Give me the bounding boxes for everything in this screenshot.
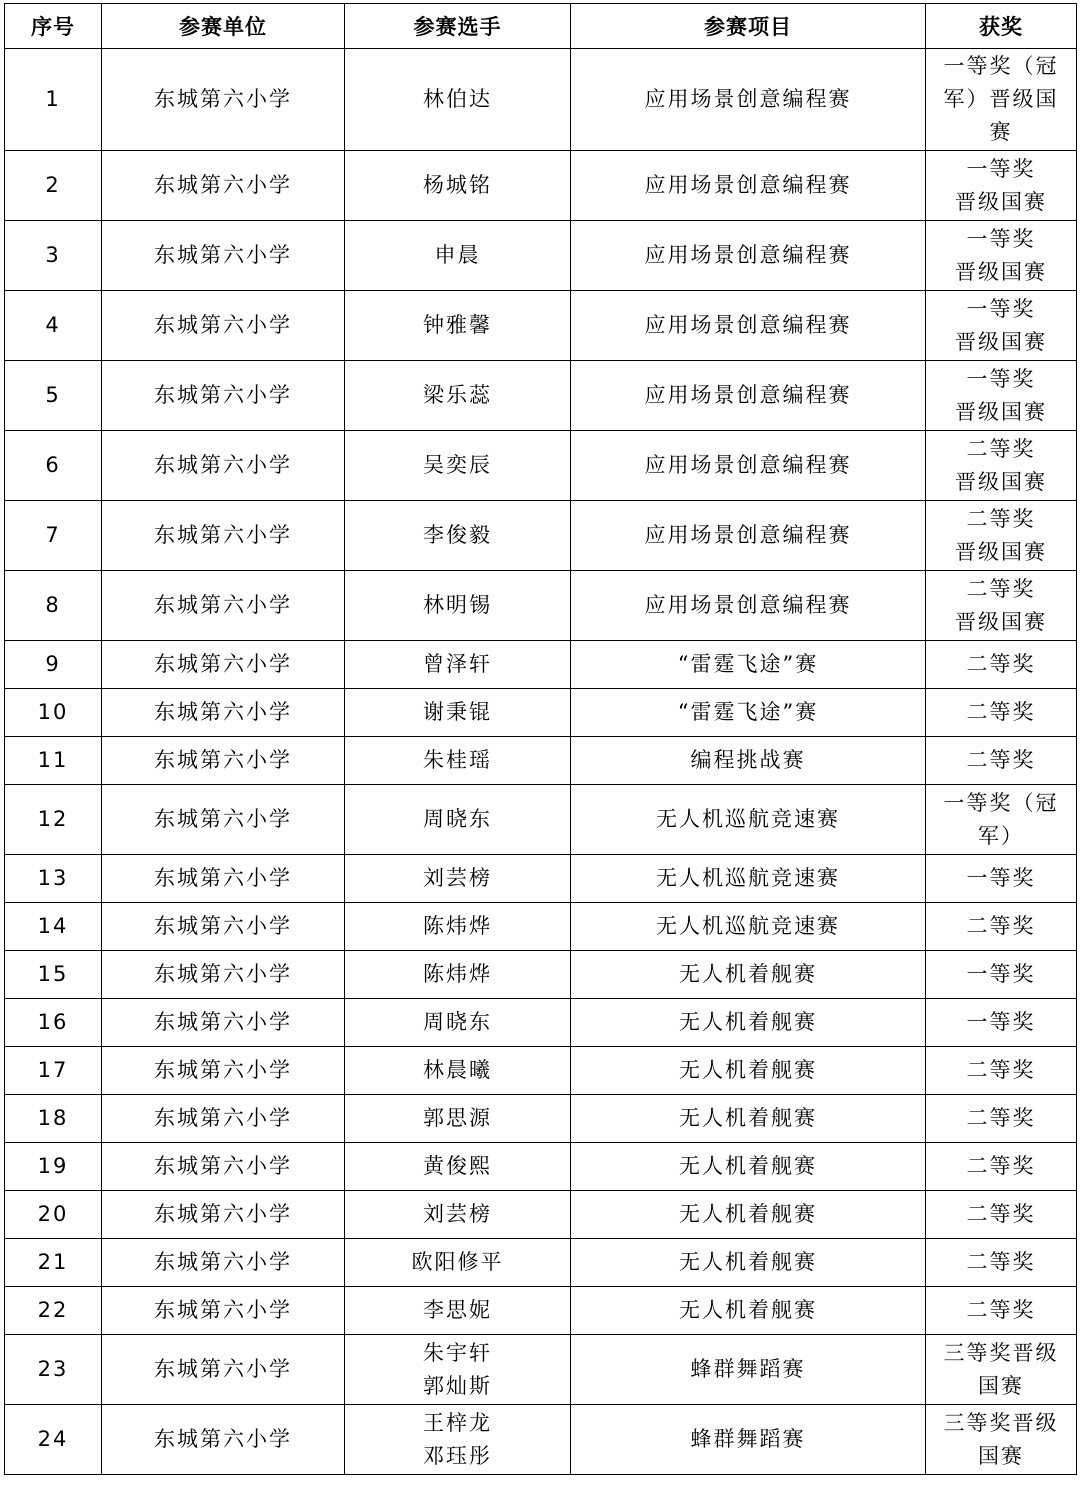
row-number: 3 xyxy=(5,221,102,291)
event-name: 编程挑战赛 xyxy=(571,737,926,785)
participant-unit: 东城第六小学 xyxy=(102,737,345,785)
row-number: 20 xyxy=(5,1191,102,1239)
participant-unit: 东城第六小学 xyxy=(102,999,345,1047)
event-name: 无人机着舰赛 xyxy=(571,999,926,1047)
participant-unit: 东城第六小学 xyxy=(102,571,345,641)
event-name: 蜂群舞蹈赛 xyxy=(571,1335,926,1405)
award-result-line: 二等奖 xyxy=(966,1154,1036,1178)
award-result-line: 一等奖 xyxy=(966,1010,1036,1034)
participant-name-line: 吴奕辰 xyxy=(423,453,492,477)
event-name: 无人机着舰赛 xyxy=(571,1143,926,1191)
row-number: 6 xyxy=(5,431,102,501)
row-number: 1 xyxy=(5,49,102,151)
table-row xyxy=(5,1335,1077,1405)
participant-name xyxy=(345,1335,571,1405)
participant-name xyxy=(345,221,571,291)
award-result-line: 二等奖 xyxy=(966,506,1036,531)
event-name: 无人机着舰赛 xyxy=(571,1047,926,1095)
row-number: 7 xyxy=(5,501,102,571)
award-result xyxy=(926,1287,1077,1335)
table-row xyxy=(5,689,1077,737)
participant-unit: 东城第六小学 xyxy=(102,1191,345,1239)
award-result xyxy=(926,1191,1077,1239)
award-result xyxy=(926,1095,1077,1143)
row-number: 9 xyxy=(5,641,102,689)
event-name: 无人机着舰赛 xyxy=(571,1095,926,1143)
award-result xyxy=(926,737,1077,785)
participant-name-line: 曾泽轩 xyxy=(423,652,492,676)
participant-name-line: 邓珏彤 xyxy=(423,1443,492,1468)
participant-unit: 东城第六小学 xyxy=(102,951,345,999)
participant-name-line: 刘芸榜 xyxy=(423,866,492,890)
participant-name xyxy=(345,1095,571,1143)
award-result xyxy=(926,361,1077,431)
award-result xyxy=(926,641,1077,689)
award-result-line: 三等奖晋级 xyxy=(943,1410,1059,1435)
table-row xyxy=(5,1095,1077,1143)
participant-name xyxy=(345,361,571,431)
participant-name xyxy=(345,1405,571,1475)
award-result-line: 二等奖 xyxy=(966,1058,1036,1082)
row-number: 23 xyxy=(5,1335,102,1405)
participant-name-line: 林明锡 xyxy=(423,593,492,617)
award-result xyxy=(926,221,1077,291)
row-number: 15 xyxy=(5,951,102,999)
award-result xyxy=(926,689,1077,737)
participant-unit: 东城第六小学 xyxy=(102,903,345,951)
participant-name-line: 欧阳修平 xyxy=(411,1250,504,1274)
award-result-line: 国赛 xyxy=(978,1443,1024,1468)
awards-table xyxy=(4,3,1077,1475)
award-result xyxy=(926,431,1077,501)
participant-name-line: 朱宇轩 xyxy=(423,1340,492,1365)
participant-name-line: 陈炜烨 xyxy=(423,914,492,938)
award-result-line: 赛 xyxy=(989,120,1013,144)
participant-unit: 东城第六小学 xyxy=(102,1047,345,1095)
award-result-line: 二等奖 xyxy=(966,1250,1036,1274)
table-row xyxy=(5,951,1077,999)
award-result-line: 二等奖 xyxy=(966,652,1036,676)
participant-name xyxy=(345,1191,571,1239)
event-name: 无人机着舰赛 xyxy=(571,951,926,999)
header-no: 序号 xyxy=(5,4,102,49)
table-body xyxy=(5,49,1077,1475)
award-result-line: 晋级国赛 xyxy=(955,609,1047,634)
row-number: 8 xyxy=(5,571,102,641)
award-result-line: 一等奖 xyxy=(966,962,1036,986)
event-name: 无人机巡航竞速赛 xyxy=(571,855,926,903)
participant-name xyxy=(345,431,571,501)
table-row xyxy=(5,785,1077,855)
award-result xyxy=(926,291,1077,361)
row-number: 10 xyxy=(5,689,102,737)
award-result-line: 二等奖 xyxy=(966,1298,1036,1322)
table-row xyxy=(5,1143,1077,1191)
row-number: 24 xyxy=(5,1405,102,1475)
table-row xyxy=(5,49,1077,151)
award-result-line: 一等奖 xyxy=(966,156,1036,181)
award-result xyxy=(926,1405,1077,1475)
participant-name xyxy=(345,903,571,951)
award-result-line: 二等奖 xyxy=(966,1106,1036,1130)
table-row xyxy=(5,431,1077,501)
row-number: 19 xyxy=(5,1143,102,1191)
award-result xyxy=(926,501,1077,571)
participant-name-line: 谢秉锟 xyxy=(423,700,492,724)
participant-name xyxy=(345,1287,571,1335)
row-number: 13 xyxy=(5,855,102,903)
participant-unit: 东城第六小学 xyxy=(102,641,345,689)
event-name: 应用场景创意编程赛 xyxy=(571,49,926,151)
award-result xyxy=(926,855,1077,903)
award-result xyxy=(926,999,1077,1047)
header-unit: 参赛单位 xyxy=(102,4,345,49)
award-result-line: 军） xyxy=(978,823,1024,848)
award-result xyxy=(926,151,1077,221)
participant-name-line: 周晓东 xyxy=(423,1010,492,1034)
participant-unit: 东城第六小学 xyxy=(102,855,345,903)
participant-unit: 东城第六小学 xyxy=(102,1143,345,1191)
participant-unit: 东城第六小学 xyxy=(102,689,345,737)
table-row xyxy=(5,999,1077,1047)
row-number: 5 xyxy=(5,361,102,431)
participant-name-line: 黄俊熙 xyxy=(423,1154,492,1178)
event-name: 蜂群舞蹈赛 xyxy=(571,1405,926,1475)
row-number: 22 xyxy=(5,1287,102,1335)
participant-unit: 东城第六小学 xyxy=(102,1239,345,1287)
row-number: 2 xyxy=(5,151,102,221)
participant-name-line: 李俊毅 xyxy=(423,523,492,547)
event-name: 应用场景创意编程赛 xyxy=(571,151,926,221)
participant-name xyxy=(345,737,571,785)
participant-unit: 东城第六小学 xyxy=(102,291,345,361)
award-result-line: 晋级国赛 xyxy=(955,469,1047,494)
event-name: 无人机巡航竞速赛 xyxy=(571,785,926,855)
participant-name xyxy=(345,291,571,361)
participant-unit: 东城第六小学 xyxy=(102,1405,345,1475)
participant-name-line: 刘芸榜 xyxy=(423,1202,492,1226)
award-result-line: 晋级国赛 xyxy=(955,189,1047,214)
award-result-line: 一等奖 xyxy=(966,866,1036,890)
participant-unit: 东城第六小学 xyxy=(102,151,345,221)
participant-name-line: 申晨 xyxy=(434,243,481,267)
award-result-line: 晋级国赛 xyxy=(955,259,1047,284)
participant-name xyxy=(345,1047,571,1095)
header-award: 获奖 xyxy=(926,4,1077,49)
award-result-line: 军）晋级国 xyxy=(943,87,1059,111)
participant-name xyxy=(345,49,571,151)
row-number: 14 xyxy=(5,903,102,951)
participant-name xyxy=(345,151,571,221)
table-row xyxy=(5,903,1077,951)
header-player: 参赛选手 xyxy=(345,4,571,49)
event-name: 无人机巡航竞速赛 xyxy=(571,903,926,951)
table-row xyxy=(5,291,1077,361)
award-result-line: 二等奖 xyxy=(966,1202,1036,1226)
event-name: “雷霆飞途”赛 xyxy=(571,641,926,689)
participant-name-line: 朱桂瑶 xyxy=(423,748,492,772)
award-result xyxy=(926,49,1077,151)
table-row xyxy=(5,501,1077,571)
award-result xyxy=(926,1143,1077,1191)
award-result-line: 一等奖 xyxy=(966,296,1036,321)
award-result-line: 二等奖 xyxy=(966,748,1036,772)
participant-name-line: 周晓东 xyxy=(423,807,492,831)
event-name: 应用场景创意编程赛 xyxy=(571,571,926,641)
table-row xyxy=(5,151,1077,221)
award-result-line: 一等奖 xyxy=(966,226,1036,251)
participant-name xyxy=(345,689,571,737)
award-result-line: 二等奖 xyxy=(966,436,1036,461)
award-result-line: 一等奖（冠 xyxy=(943,54,1059,78)
table-row xyxy=(5,1191,1077,1239)
participant-name-line: 陈炜烨 xyxy=(423,962,492,986)
participant-unit: 东城第六小学 xyxy=(102,501,345,571)
participant-name xyxy=(345,641,571,689)
award-result xyxy=(926,1239,1077,1287)
participant-unit: 东城第六小学 xyxy=(102,1335,345,1405)
table-row xyxy=(5,1405,1077,1475)
participant-name xyxy=(345,501,571,571)
event-name: 应用场景创意编程赛 xyxy=(571,431,926,501)
award-result-line: 二等奖 xyxy=(966,700,1036,724)
row-number: 12 xyxy=(5,785,102,855)
participant-name-line: 王梓龙 xyxy=(423,1410,492,1435)
table-row xyxy=(5,1047,1077,1095)
table-row xyxy=(5,855,1077,903)
award-result xyxy=(926,1047,1077,1095)
participant-name-line: 郭灿斯 xyxy=(423,1373,492,1398)
row-number: 17 xyxy=(5,1047,102,1095)
participant-unit: 东城第六小学 xyxy=(102,1095,345,1143)
award-result-line: 一等奖 xyxy=(966,366,1036,391)
participant-name-line: 林伯达 xyxy=(423,87,492,111)
event-name: 应用场景创意编程赛 xyxy=(571,291,926,361)
participant-name xyxy=(345,999,571,1047)
row-number: 18 xyxy=(5,1095,102,1143)
participant-unit: 东城第六小学 xyxy=(102,785,345,855)
award-result xyxy=(926,903,1077,951)
table-row xyxy=(5,221,1077,291)
table-row xyxy=(5,1239,1077,1287)
award-result-line: 晋级国赛 xyxy=(955,539,1047,564)
award-result-line: 晋级国赛 xyxy=(955,329,1047,354)
event-name: 无人机着舰赛 xyxy=(571,1191,926,1239)
participant-name xyxy=(345,571,571,641)
participant-name xyxy=(345,951,571,999)
event-name: 应用场景创意编程赛 xyxy=(571,361,926,431)
row-number: 16 xyxy=(5,999,102,1047)
participant-unit: 东城第六小学 xyxy=(102,49,345,151)
participant-unit: 东城第六小学 xyxy=(102,1287,345,1335)
award-result-line: 晋级国赛 xyxy=(955,399,1047,424)
table-row xyxy=(5,361,1077,431)
event-name: 应用场景创意编程赛 xyxy=(571,221,926,291)
table-row xyxy=(5,571,1077,641)
table-row xyxy=(5,737,1077,785)
participant-name-line: 林晨曦 xyxy=(423,1058,492,1082)
table-row xyxy=(5,641,1077,689)
header-event: 参赛项目 xyxy=(571,4,926,49)
participant-name xyxy=(345,1239,571,1287)
event-name: 无人机着舰赛 xyxy=(571,1239,926,1287)
award-result xyxy=(926,571,1077,641)
participant-name-line: 梁乐蕊 xyxy=(423,383,492,407)
participant-name-line: 李思妮 xyxy=(423,1298,492,1322)
award-result-line: 三等奖晋级 xyxy=(943,1340,1059,1365)
row-number: 4 xyxy=(5,291,102,361)
header-row xyxy=(5,4,1077,49)
participant-name xyxy=(345,785,571,855)
award-result-line: 一等奖（冠 xyxy=(943,790,1059,815)
row-number: 21 xyxy=(5,1239,102,1287)
participant-unit: 东城第六小学 xyxy=(102,431,345,501)
row-number: 11 xyxy=(5,737,102,785)
event-name: 应用场景创意编程赛 xyxy=(571,501,926,571)
participant-unit: 东城第六小学 xyxy=(102,221,345,291)
award-result-line: 国赛 xyxy=(978,1373,1024,1398)
participant-name xyxy=(345,1143,571,1191)
award-result xyxy=(926,785,1077,855)
award-result-line: 二等奖 xyxy=(966,914,1036,938)
participant-name xyxy=(345,855,571,903)
award-result-line: 二等奖 xyxy=(966,576,1036,601)
award-result xyxy=(926,1335,1077,1405)
participant-name-line: 郭思源 xyxy=(423,1106,492,1130)
event-name: 无人机着舰赛 xyxy=(571,1287,926,1335)
participant-name-line: 钟雅馨 xyxy=(423,313,492,337)
table-row xyxy=(5,1287,1077,1335)
participant-name-line: 杨城铭 xyxy=(423,173,492,197)
participant-unit: 东城第六小学 xyxy=(102,361,345,431)
award-result xyxy=(926,951,1077,999)
event-name: “雷霆飞途”赛 xyxy=(571,689,926,737)
